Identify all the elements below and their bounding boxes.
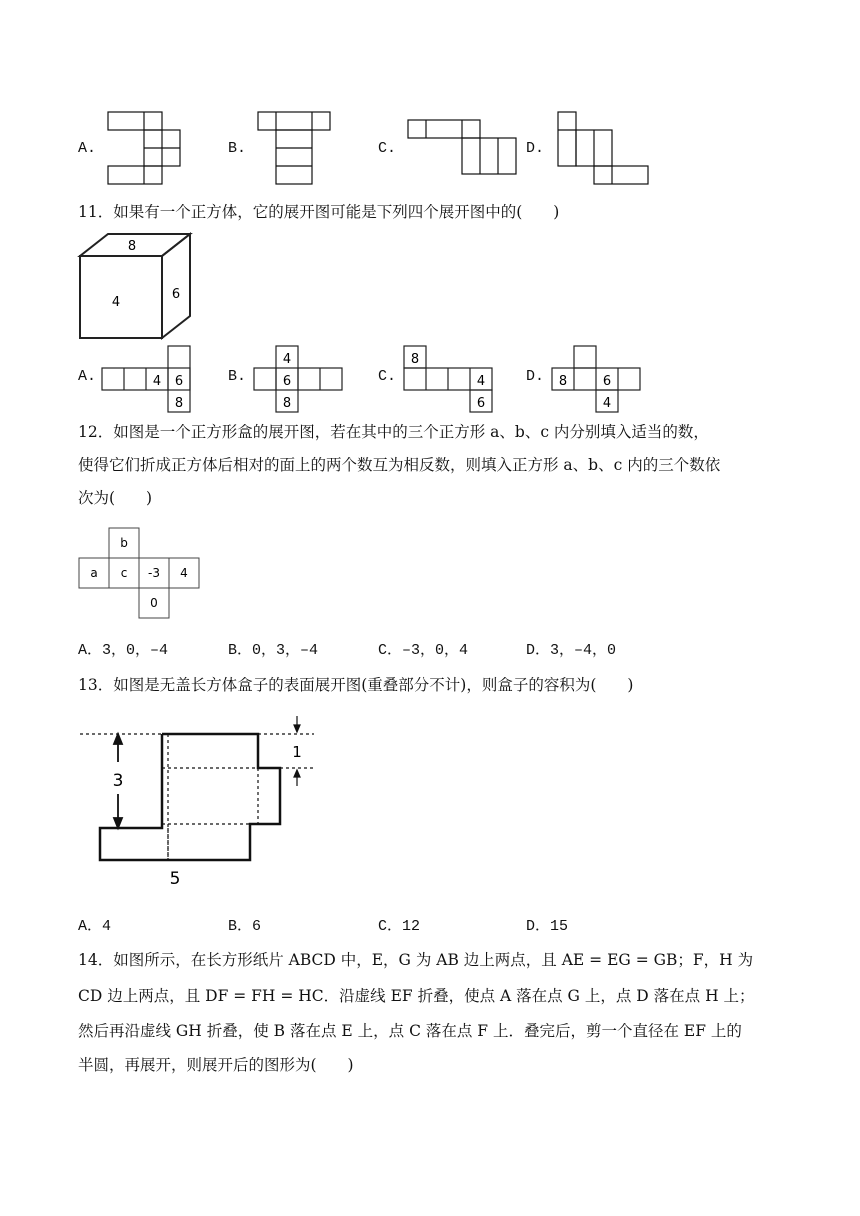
q11-text: 11．如果有一个正方体，它的展开图可能是下列四个展开图中的( ) bbox=[78, 203, 560, 221]
q11-net-b bbox=[254, 346, 346, 412]
q11-label-c: C. bbox=[378, 368, 397, 385]
q11-cube-front: 4 bbox=[111, 295, 121, 310]
q14-line4: 半圆，再展开，则展开后的图形为( ) bbox=[78, 1056, 354, 1074]
q12-net bbox=[79, 528, 201, 620]
q11-d-4: 4 bbox=[602, 396, 612, 411]
q12-option-b: B．0，3，–4 bbox=[228, 642, 319, 659]
q11-cube bbox=[78, 232, 193, 340]
q11-a-4: 4 bbox=[152, 374, 162, 389]
q13-dim-depth: 1 bbox=[292, 743, 302, 761]
q10-net-b bbox=[258, 112, 338, 184]
q11-a-8: 8 bbox=[174, 396, 184, 411]
q11-b-8: 8 bbox=[282, 396, 292, 411]
q12-line3: 次为( ) bbox=[78, 489, 153, 507]
q11-a-6: 6 bbox=[174, 374, 184, 389]
q10-label-d: D. bbox=[526, 140, 545, 157]
q11-net-a bbox=[102, 346, 194, 412]
q12-cell-0: 0 bbox=[150, 596, 158, 610]
q12-cell-m3: -3 bbox=[148, 566, 160, 580]
q11-cube-right: 6 bbox=[171, 287, 181, 302]
q12-option-a: A．3，0，–4 bbox=[78, 642, 169, 659]
q13-option-d: D．15 bbox=[526, 918, 569, 935]
q13-box-net bbox=[80, 710, 320, 890]
q10-label-b: B. bbox=[228, 140, 247, 157]
q13-option-c: C．12 bbox=[378, 918, 421, 935]
q12-cell-b: b bbox=[120, 536, 128, 550]
q13-text: 13．如图是无盖长方体盒子的表面展开图(重叠部分不计)，则盒子的容积为( ) bbox=[78, 676, 634, 694]
q10-net-d bbox=[558, 112, 650, 184]
q12-option-d: D．3，–4，0 bbox=[526, 642, 617, 659]
q12-cell-c: c bbox=[120, 566, 128, 580]
q10-label-c: C. bbox=[378, 140, 397, 157]
q12-line1: 12．如图是一个正方形盒的展开图，若在其中的三个正方形 a、b、c 内分别填入适当的数， bbox=[78, 423, 709, 441]
q12-cell-a: a bbox=[90, 566, 98, 580]
q12-option-c: C．–3，0，4 bbox=[378, 642, 469, 659]
q11-c-4: 4 bbox=[476, 374, 486, 389]
q11-label-d: D. bbox=[526, 368, 545, 385]
q11-c-8: 8 bbox=[410, 352, 420, 367]
q11-c-6: 6 bbox=[476, 396, 486, 411]
q10-label-a: A. bbox=[78, 140, 97, 157]
q14-line1: 14．如图所示，在长方形纸片 ABCD 中，E，G 为 AB 边上两点，且 AE = EG = GB；F，H 为 bbox=[78, 951, 754, 969]
q13-option-b: B．6 bbox=[228, 918, 262, 935]
q11-net-c bbox=[404, 346, 496, 412]
q11-b-6: 6 bbox=[282, 374, 292, 389]
q11-b-4: 4 bbox=[282, 352, 292, 367]
q14-line3: 然后再沿虚线 GH 折叠，使 B 落在点 E 上，点 C 落在点 F 上．叠完后，剪一个直径在 EF 上的 bbox=[78, 1022, 742, 1040]
q11-cube-top: 8 bbox=[127, 239, 137, 254]
q11-net-d bbox=[552, 346, 644, 412]
q12-line2: 使得它们折成正方体后相对的面上的两个数互为相反数，则填入正方形 a、b、c 内的三个数依 bbox=[78, 456, 721, 474]
q11-label-a: A. bbox=[78, 368, 97, 385]
q11-d-8: 8 bbox=[558, 374, 568, 389]
q10-net-a bbox=[108, 112, 188, 184]
q12-cell-4: 4 bbox=[180, 566, 188, 580]
q10-net-c bbox=[408, 120, 518, 176]
q13-dim-width: 5 bbox=[169, 869, 181, 889]
q11-d-6: 6 bbox=[602, 374, 612, 389]
q11-label-b: B. bbox=[228, 368, 247, 385]
q13-option-a: A．4 bbox=[78, 918, 112, 935]
q13-dim-height: 3 bbox=[112, 771, 124, 791]
q14-line2: CD 边上两点，且 DF = FH = HC．沿虚线 EF 折叠，使点 A 落在点 G 上，点 D 落在点 H 上； bbox=[78, 987, 755, 1005]
